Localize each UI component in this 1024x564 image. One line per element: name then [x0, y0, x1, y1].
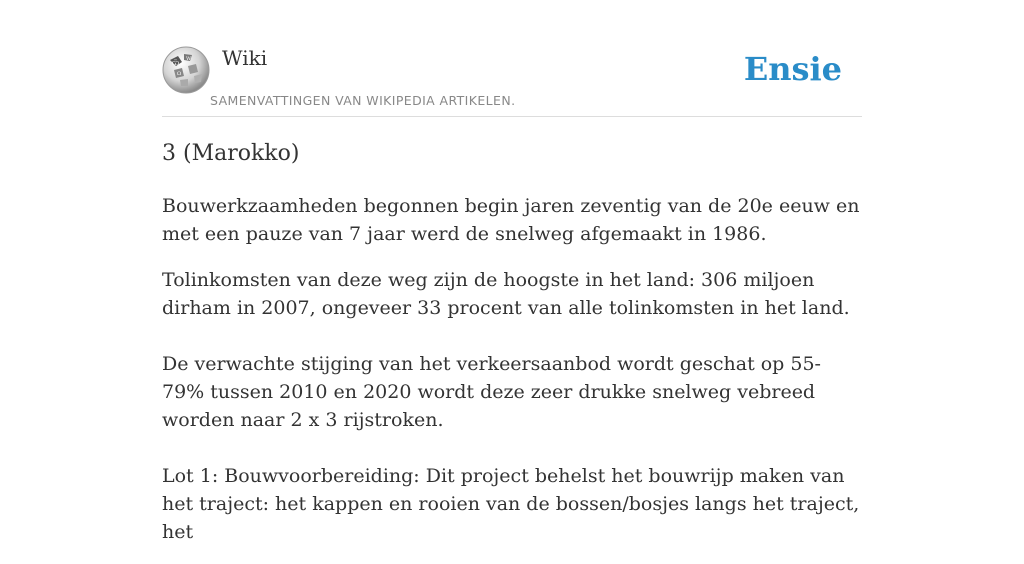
site-name[interactable]: Wiki [222, 46, 268, 70]
article-content [162, 138, 862, 564]
site-header [162, 40, 862, 117]
article-paragraph-3: De verwachte stijging van het verkeersaanbod wordt geschat op 55-79% tussen 2010 en 2020 wordt deze zeer drukke snelweg vebreed worden naar 2 x 3 rijstroken. [162, 353, 821, 431]
svg-text:W: W [186, 56, 192, 62]
site-tagline: SAMENVATTINGEN VAN WIKIPEDIA ARTIKELEN. [210, 93, 516, 108]
page-title: 3 (Marokko) [162, 141, 300, 166]
wikipedia-globe-icon[interactable] [162, 46, 210, 94]
article-paragraph-1: Bouwerkzaamheden begonnen begin jaren zeventig van de 20e eeuw en met een pauze van 7 jaar werd de snelweg afgemaakt in 1986. [162, 195, 860, 245]
article-paragraph-4: Lot 1: Bouwvoorbereiding: Dit project behelst het bouwrijp maken van het traject: het kappen en rooien van de bossen/bosjes langs het traject, het [162, 465, 860, 543]
svg-text:Ω: Ω [177, 71, 182, 77]
article-paragraph-2: Tolinkomsten van deze weg zijn de hoogste in het land: 306 miljoen dirham in 2007, ongeveer 33 procent van alle tolinkomsten in het land. [162, 269, 850, 319]
svg-text:Ѿ: Ѿ [172, 60, 180, 67]
brand-logo-link[interactable]: Ensie [743, 50, 842, 88]
